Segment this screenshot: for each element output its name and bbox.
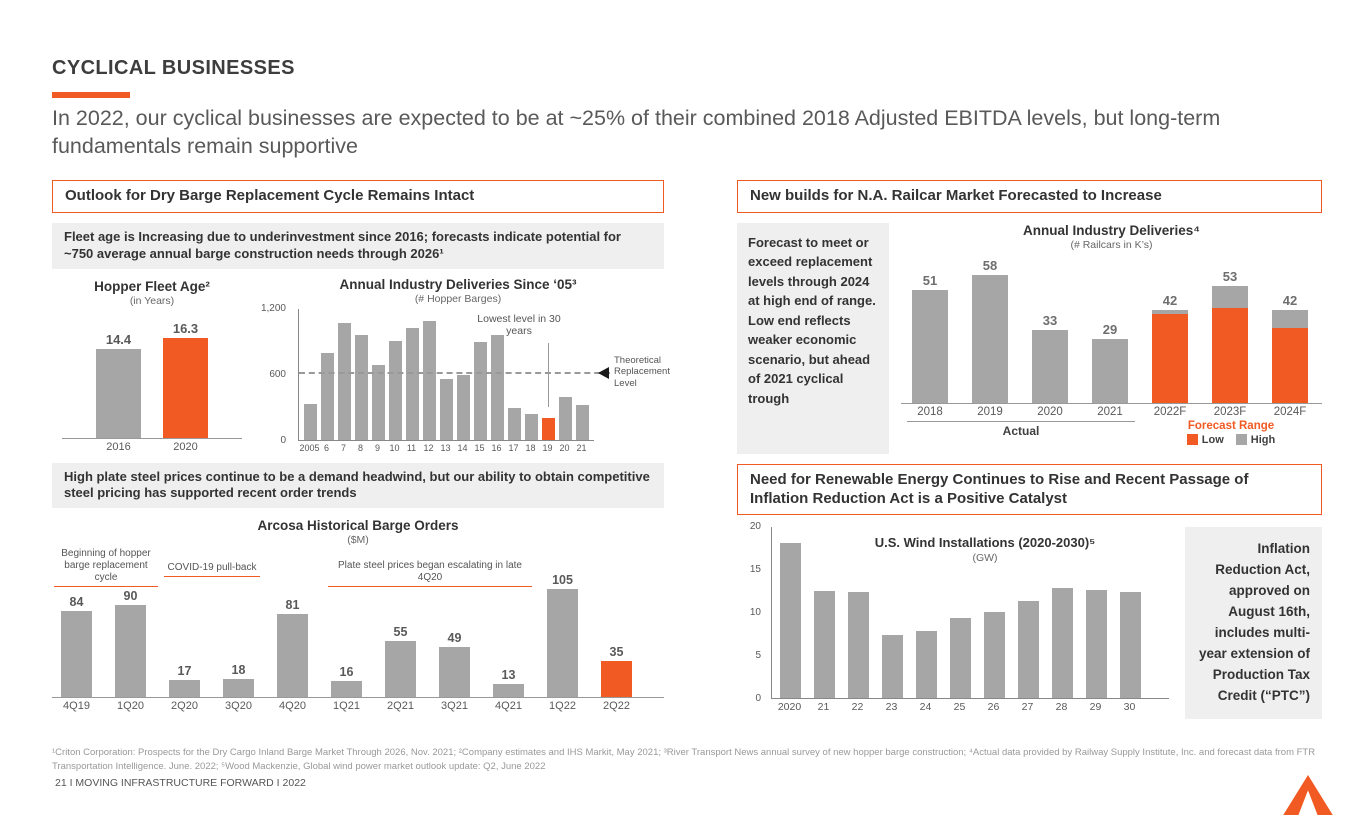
orders-bar-4Q19	[61, 611, 92, 697]
fleet-age-bar-2016	[96, 349, 141, 437]
x-axis-label: 28	[1055, 701, 1068, 714]
bar-value-label: 58	[982, 257, 998, 273]
barge-charts-row	[52, 276, 670, 453]
chart-subtitle: (# Railcars in K’s)	[1070, 238, 1153, 251]
wind-bar-25	[950, 618, 971, 698]
railcar-deliveries-chart	[901, 223, 1322, 454]
bar-value-label: 90	[123, 588, 138, 603]
chart-plot	[52, 548, 664, 712]
x-axis-label: 2020	[1037, 405, 1063, 418]
bar-column	[382, 625, 419, 698]
deliveries-bar-21	[576, 405, 589, 439]
bar-value-label: 14.4	[105, 332, 132, 348]
legend-high-label: High	[1250, 433, 1276, 446]
x-axis-label: 8	[357, 442, 363, 453]
bar-column	[96, 332, 141, 437]
orders-bar-3Q20	[223, 679, 254, 698]
deliveries-bar-9	[372, 365, 385, 440]
wind-installations-chart	[737, 521, 1173, 718]
deliveries-bar-17	[508, 408, 521, 440]
x-axis-label: 1Q21	[333, 700, 360, 713]
bar-column	[1265, 293, 1315, 403]
bar-value-label: 16.3	[172, 320, 199, 336]
chart-plot	[298, 309, 594, 441]
hopper-fleet-age-chart	[52, 277, 252, 453]
bar-column	[544, 573, 581, 697]
x-axis-label: 2023F	[1213, 405, 1247, 418]
x-axis	[901, 406, 1322, 418]
title-accent-rule	[52, 92, 130, 98]
railcar-low-bar-2022F	[1152, 314, 1188, 402]
x-axis-label: 25	[953, 701, 966, 714]
x-axis	[298, 441, 664, 453]
x-axis-label: 21	[576, 442, 587, 453]
deliveries-bar-2005	[304, 404, 317, 439]
annotation-replacement-cycle: Beginning of hopper barge replacement cycle	[54, 548, 158, 586]
bar-column	[1085, 322, 1135, 403]
x-axis-label: 11	[406, 442, 417, 453]
legend-items	[1147, 434, 1315, 446]
deliveries-bar-15	[474, 342, 487, 440]
bar-value-label: 42	[1162, 293, 1178, 309]
x-axis-label: 3Q20	[225, 700, 252, 713]
lowest-level-annotation: Lowest level in 30 years	[477, 312, 561, 338]
chart-title: Arcosa Historical Barge Orders	[257, 518, 459, 534]
x-axis-label: 4Q21	[495, 700, 522, 713]
orders-bar-2Q22	[601, 661, 632, 697]
x-axis-label: 3Q21	[441, 700, 468, 713]
fleet-age-x-axis	[62, 441, 242, 453]
deliveries-bar-8	[355, 335, 368, 440]
x-axis-label: 4Q19	[63, 700, 90, 713]
bar-column	[1025, 313, 1075, 403]
bar-column	[598, 645, 635, 697]
x-axis-label: 2Q22	[603, 700, 630, 713]
annotation-covid-pullback: COVID-19 pull-back	[164, 562, 260, 577]
x-axis-label: 2024F	[1273, 405, 1307, 418]
x-axis-label: 24	[919, 701, 932, 714]
actual-group-line	[907, 421, 1135, 422]
orders-bar-2Q20	[169, 680, 200, 697]
bar-column	[58, 595, 95, 697]
right-column	[737, 180, 1322, 719]
y-axis-tick: 5	[755, 650, 761, 662]
chart-footer	[901, 420, 1322, 454]
bar-value-label: 49	[447, 630, 462, 645]
chart-subtitle: (in Years)	[129, 294, 175, 307]
chart-subtitle: (# Hopper Barges)	[414, 292, 502, 305]
bar-column	[328, 665, 365, 697]
legend-item-high	[1236, 434, 1275, 446]
forecast-legend	[1147, 420, 1315, 446]
high-swatch-icon	[1236, 434, 1247, 445]
x-axis-label: 29	[1089, 701, 1102, 714]
bar-column	[220, 663, 257, 698]
bar-value-label: 53	[1222, 268, 1238, 284]
orders-bar-1Q20	[115, 605, 146, 698]
bar-column	[166, 664, 203, 697]
wind-bar-30	[1120, 592, 1141, 699]
y-axis	[737, 521, 767, 705]
footnotes: ¹Criton Corporation: Prospects for the Dry Cargo Inland Barge Market Through 2026, Nov. 2021; ²Company estimates and IHS Markit, May 2021; ³River Transport News annual survey of new hopper barge construction; ⁴Actual data provided by Railway Supply Institute, Inc. and forecast data from FTR Transportation Intelligence. June. 2022; ⁵Wood Mackenzie, Global wind power market outlook update: Q2, June 2022	[52, 747, 1316, 773]
chart-subtitle: ($M)	[347, 534, 369, 547]
renewables-row	[737, 521, 1322, 718]
bar-value-label: 42	[1282, 293, 1298, 309]
x-axis-label: 16	[491, 442, 502, 453]
actual-group-label: Actual	[1002, 423, 1040, 438]
hopper-deliveries-chart	[252, 276, 670, 453]
orders-bar-4Q20	[277, 614, 308, 697]
deliveries-bar-12	[423, 321, 436, 440]
railcar-actual-bar-2021	[1092, 339, 1128, 403]
wind-bar-22	[848, 592, 869, 699]
deliveries-bar-20	[559, 397, 572, 440]
left-column	[52, 180, 670, 713]
x-axis-label: 1Q22	[549, 700, 576, 713]
bar-value-label: 81	[285, 598, 300, 612]
x-axis-label: 7	[340, 442, 346, 453]
replacement-level-dashed-line	[299, 372, 610, 374]
x-axis-label: 2005	[299, 442, 320, 453]
bar-value-label: 13	[501, 667, 516, 682]
legend-item-low	[1187, 434, 1224, 446]
railcar-section-header: New builds for N.A. Railcar Market Forecasted to Increase	[737, 180, 1322, 213]
deliveries-bar-6	[321, 353, 334, 440]
x-axis-label: 13	[440, 442, 451, 453]
bar-column	[490, 668, 527, 697]
railcar-low-bar-2024F	[1272, 328, 1308, 403]
page-subtitle: In 2022, our cyclical businesses are expected to be at ~25% of their combined 2018 Adjusted EBITDA levels, but long-term fundamentals remain supportive	[52, 106, 1221, 158]
x-axis-label: 21	[817, 701, 830, 714]
annotation-pointer-line	[548, 343, 549, 407]
y-axis-tick: 20	[749, 521, 761, 533]
chart-subtitle: (GW)	[972, 552, 998, 565]
railcar-low-bar-2023F	[1212, 308, 1248, 403]
barge-orders-chart	[52, 518, 664, 712]
y-axis-tick: 10	[749, 607, 761, 619]
x-axis-label: 10	[389, 442, 400, 453]
bar-column	[965, 258, 1015, 403]
railcar-high-bar-2023F	[1212, 286, 1248, 308]
railcar-actual-bar-2018	[912, 290, 948, 403]
fleet-age-note: Fleet age is Increasing due to underinvestment since 2016; forecasts indicate potential for ~750 average annual barge construction needs through 2026¹	[52, 223, 664, 269]
ira-note: Inflation Reduction Act, approved on August 16th, includes multi-year extension of Production Tax Credit (“PTC”)	[1185, 527, 1322, 718]
wind-bar-29	[1086, 590, 1107, 698]
x-axis-label: 17	[508, 442, 519, 453]
bar-column	[905, 273, 955, 403]
x-axis-label: 2019	[977, 405, 1003, 418]
wind-bar-27	[1018, 601, 1039, 698]
bar-value-label: 84	[69, 594, 84, 609]
railcar-actual-bar-2019	[972, 275, 1008, 403]
railcar-high-bar-2024F	[1272, 310, 1308, 328]
x-axis-label: 15	[474, 442, 485, 453]
annotation-plate-steel: Plate steel prices began escalating in late 4Q20	[328, 560, 532, 587]
x-axis-label: 2022F	[1153, 405, 1187, 418]
x-axis-label: 2020	[173, 440, 198, 453]
x-axis-label: 23	[885, 701, 898, 714]
deliveries-bar-18	[525, 414, 538, 439]
wind-bar-23	[882, 635, 903, 698]
bar-column	[163, 321, 208, 438]
chart-title: Annual Industry Deliveries Since ‘05³	[339, 276, 577, 292]
fleet-age-bars	[62, 307, 242, 439]
page-footer: 21 I MOVING INFRASTRUCTURE FORWARD I 2022	[55, 777, 306, 789]
railcar-actual-bar-2020	[1032, 330, 1068, 403]
wind-bar-26	[984, 612, 1005, 698]
y-axis-tick: 0	[755, 693, 761, 705]
orders-bar-1Q22	[547, 589, 578, 697]
deliveries-bar-11	[406, 328, 419, 439]
legend-low-label: Low	[1201, 433, 1224, 446]
x-axis	[771, 699, 1173, 713]
wind-bar-2020	[780, 543, 801, 698]
orders-bar-1Q21	[331, 681, 362, 697]
barge-section-header: Outlook for Dry Barge Replacement Cycle Remains Intact	[52, 180, 664, 213]
x-axis-label: 20	[559, 442, 570, 453]
bars	[901, 254, 1322, 404]
x-axis-label: 2016	[106, 440, 131, 453]
steel-prices-note: High plate steel prices continue to be a demand headwind, but our ability to obtain competitive steel pricing has supported recent order trends	[52, 463, 664, 509]
x-axis-label: 1Q20	[117, 700, 144, 713]
chart-plot-wrap	[252, 302, 670, 446]
y-axis	[252, 302, 292, 446]
bar-value-label: 18	[231, 662, 246, 677]
x-axis-label: 18	[525, 442, 536, 453]
x-axis-label: 4Q20	[279, 700, 306, 713]
arcosa-logo	[1283, 775, 1333, 815]
deliveries-bar-16	[491, 335, 504, 440]
x-axis-label: 2020	[777, 701, 802, 714]
x-axis-label: 2021	[1097, 405, 1123, 418]
x-axis-label: 9	[374, 442, 380, 453]
orders-bar-3Q21	[439, 647, 470, 697]
orders-bar-4Q21	[493, 684, 524, 697]
legend-title: Forecast Range	[1187, 419, 1275, 432]
x-axis-label: 19	[542, 442, 553, 453]
x-axis-label: 26	[987, 701, 1000, 714]
x-axis-label: 30	[1123, 701, 1136, 714]
replacement-level-label: Theoretical Replacement Level	[614, 354, 670, 390]
y-axis-tick: 15	[749, 564, 761, 576]
renewables-section-header: Need for Renewable Energy Continues to Rise and Recent Passage of Inflation Reduction Act is a Positive Catalyst	[737, 464, 1322, 516]
chart-title: Hopper Fleet Age²	[94, 278, 210, 294]
replacement-level-arrow-icon	[598, 367, 609, 379]
wind-bar-28	[1052, 588, 1073, 698]
bar-value-label: 51	[922, 273, 938, 289]
bar-column	[1145, 293, 1195, 403]
x-axis-label: 22	[851, 701, 864, 714]
fleet-age-bar-2020	[163, 338, 208, 438]
chart-title: U.S. Wind Installations (2020-2030)⁵	[874, 535, 1096, 551]
bar-value-label: 35	[609, 645, 624, 660]
x-axis-label: 2Q21	[387, 700, 414, 713]
deliveries-bar-7	[338, 323, 351, 440]
railcar-forecast-note: Forecast to meet or exceed replacement levels through 2024 at high end of range. Low end reflects weaker economic scenario, but ahead of 2021 cyclical trough	[737, 223, 889, 454]
y-axis-tick: 0	[280, 434, 286, 446]
bar-value-label: 33	[1042, 312, 1058, 328]
low-swatch-icon	[1187, 434, 1198, 445]
railcar-row	[737, 223, 1322, 454]
bar-column	[274, 598, 311, 697]
deliveries-bar-14	[457, 375, 470, 440]
bar-value-label: 17	[177, 663, 192, 678]
x-axis-label: 2Q20	[171, 700, 198, 713]
x-axis-label: 6	[323, 442, 329, 453]
bar-value-label: 55	[393, 624, 408, 639]
bar-column	[436, 631, 473, 697]
bar-value-label: 29	[1102, 321, 1118, 337]
wind-bar-21	[814, 591, 835, 699]
y-axis-tick: 1,200	[260, 302, 286, 314]
page-title: CYCLICAL BUSINESSES	[52, 57, 295, 79]
x-axis-label: 12	[423, 442, 434, 453]
bar-column	[112, 589, 149, 698]
bar-value-label: 16	[339, 664, 354, 679]
x-axis	[52, 700, 664, 712]
deliveries-bar-10	[389, 341, 402, 440]
deliveries-bar-13	[440, 379, 453, 440]
bar-column	[1205, 269, 1255, 403]
x-axis-label: 2018	[917, 405, 943, 418]
bar-value-label: 105	[552, 573, 573, 588]
y-axis-tick: 600	[269, 368, 286, 380]
wind-bar-24	[916, 631, 937, 698]
deliveries-bar-19	[542, 418, 555, 440]
orders-bar-2Q21	[385, 641, 416, 698]
x-axis-label: 14	[457, 442, 468, 453]
chart-title: Annual Industry Deliveries⁴	[1023, 222, 1200, 238]
x-axis-label: 27	[1021, 701, 1034, 714]
